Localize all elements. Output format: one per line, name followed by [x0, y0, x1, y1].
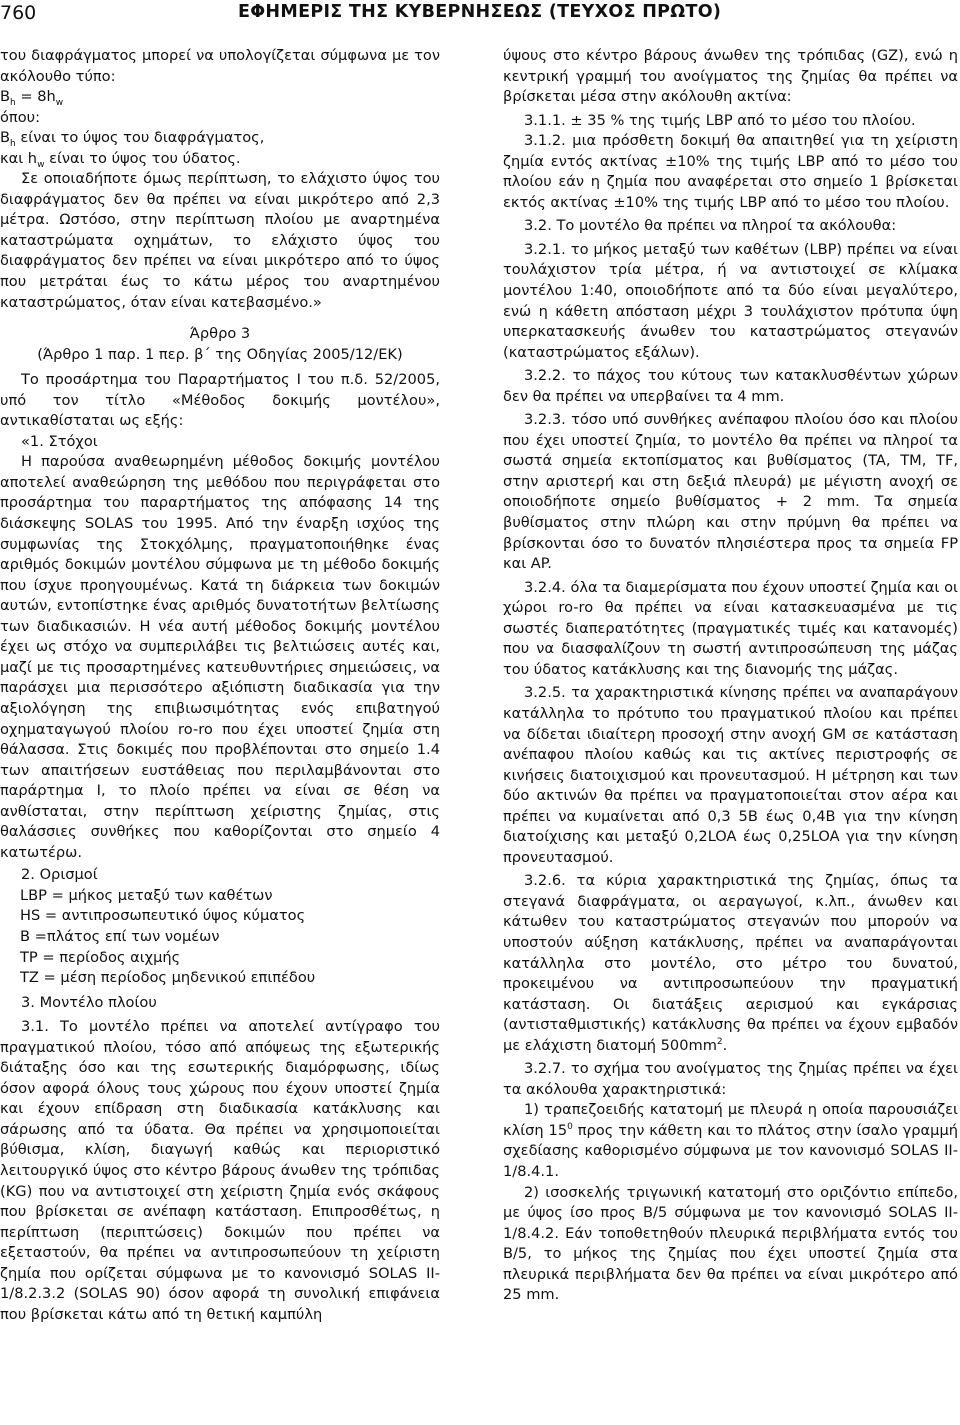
paragraph: ύψους στο κέντρο βάρους άνωθεν της τρόπιδας (GZ), ενώ η κεντρική γραμμή του ανοίγματος της ζημίας θα πρέπει να βρίσκεται μέσα στην ακόλουθη ακτίνα: — [503, 47, 958, 106]
paragraph: 3.1. Το μοντέλο πρέπει να αποτελεί αντίγραφο του πραγματικού πλοίου, τόσο από απόψεως της εξωτερικής διάταξης όσο και της εσωτερικής διαμόρφωσης, ιδίως όσον αφορά όλους τους χώρους που έχουν υποστεί ζημία και έχουν επίδραση στη διαδικασία κατάκλυσης και σάρωσης από τα ύδατα. Θα πρέπει να χρησιμοποιείται βύθισμα, κλίση, διαγωγή καθώς και περιοριστικό λειτουργικό ύψος στο κέντρο βάρους άνωθεν της τρόπιδας (KG) που να αντιστοιχεί στη χείριστη ζημία ενός σκάφους που βρίσκεται σε ανέπαφη κατάσταση. Επιπροσθέτως, η περίπτωση (περιπτώσεις) δοκιμών που πρέπει να εξεταστούν, θα πρέπει να αντιπροσωπεύουν τη χείριστη ζημία που ορίζεται σύμφωνα με το κανονισμό SOLAS II-1/8.2.3.2 (SOLAS 90) όσον αφορά τη συνολική επιφάνεια που βρίσκεται κάτω από τη θετική καμπύλη — [0, 1018, 440, 1323]
paragraph: Σε οποιαδήποτε όμως περίπτωση, το ελάχιστο ύψος του διαφράγματος δεν θα πρέπει να είναι μικρότερο από 2,3 μέτρα. Ωστόσο, στην περίπτωση πλοίου με αναρτημένα καταστρώματα οχημάτων, το ελάχιστο ύψος του διαφράγματος δεν πρέπει να είναι μικρότερο από το ύψος που μετράται έως το κάτω μέρος του αναρτημένου καταστρώματος, όταν είναι κατεβασμένο.» — [0, 170, 440, 311]
page-number: 760 — [0, 2, 37, 24]
paragraph: του διαφράγματος μπορεί να υπολογίζεται σύμφωνα με τον ακόλουθο τύπο: — [0, 47, 440, 85]
paragraph: 3.2.1. το μήκος μεταξύ των καθέτων (LBP) πρέπει να είναι τουλάχιστον τρία μέτρα, ή να αντιστοιχεί σε κλίμακα μοντέλου 1:40, οποιοδήποτε από τα δύο είναι μεγαλύτερο, ενώ η κάθετη απόσταση μέχρι 3 τουλάχιστον πρότυπα ύψη υπερκατασκευής άνωθεν του καταστρώματος στεγανών (καταστρώματος εξάλων). — [503, 240, 958, 361]
right-column — [503, 46, 958, 1306]
paragraph: 3.2.5. τα χαρακτηριστικά κίνησης πρέπει να αναπαράγουν κατάλληλα το πρότυπο του πραγματικού πλοίου και πρέπει να δίδεται ιδιαίτερη προσοχή στην ανοχή GM σε κατάσταση ανέπαφου πλοίου καθώς και τις ακτίνες περιστροφής σε κινήσεις διατοιχισμού και προνευτασμού. Η μέτρηση και των δύο ακτινών θα πρέπει να πραγματοποιείται στον αέρα και πρέπει να κυμαίνεται από 0,3 5B έως 0,4B για την κίνηση διατοίχισης και μεταξύ 0,2LOA έως 0,25LOA για την κίνηση προνευτασμού. — [503, 684, 958, 866]
paragraph: 3.2.6. τα κύρια χαρακτηριστικά της ζημίας, όπως τα στεγανά διαφράγματα, οι αεραγωγοί, κ.λπ., άνωθεν και κάτωθεν του καταστρώματος στεγανών που μπορούν να υποστούν αύξηση κατάκλυσης, πρέπει να αναπαράγονται κατάλληλα στο μοντέλο, στο μέτρο του δυνατού, προκειμένου να αντιπροσωπεύουν την πραγματική κατάσταση. Οι διατάξεις αερισμού και εγκάρσιας (αντισταθμιστικής) κατάκλυσης θα πρέπει να έχουν εμβαδόν με ελάχιστη διατομή $500mm^2$. — [503, 872, 958, 1054]
paragraph: 2) ισοσκελής τριγωνική κατατομή στο οριζόντιο επίπεδο, με ύψος ίσο προς B/5 σύμφωνα με τον κανονισμό SOLAS II-1/8.4.2. Εάν τοποθετηθούν πλευρικά περιβλήματα εντός του B/5, το μήκος της ζημίας που έχει υποστεί ζημία στα πλευρικά περιβλήματα δεν θα πρέπει να είναι μικρότερο από 25 mm. — [503, 1183, 958, 1304]
definition: B =πλάτος επί των νομέων — [20, 927, 220, 945]
paragraph: 3.2. Το μοντέλο θα πρέπει να πληροί τα ακόλουθα: — [524, 217, 897, 235]
page-header — [0, 0, 960, 40]
paragraph: Η παρούσα αναθεωρημένη μέθοδος δοκιμής μοντέλου αποτελεί αναθεώρηση της μεθόδου που περιγράφεται στο προσάρτημα του παραρτήματος της απόφασης 14 της διάσκεψης SOLAS του 1995. Από την έναρξη ισχύος της συμφωνίας της Στοκχόλμης, πραγματοποιήθηκε ένας αριθμός δοκιμών μοντέλου σύμφωνα με τη μέθοδο δοκιμής που ίσχυε προηγουμένως. Κατά τη διάρκεια των δοκιμών αυτών, εντοπίστηκε ένας αριθμός δυνατοτήτων βελτίωσης των διαδικασιών. Η νέα αυτή μέθοδος δοκιμής μοντέλου έχει ως στόχο να συμπεριλάβει τις βελτιώσεις αυτές και, μαζί με τις προσαρτημένες κατευθυντήριες σημειώσεις, να παράσχει μια περισσότερο αξιόπιστη διαδικασία για την αξιολόγηση της επιβιωσιμότητας ενός επιβατηγού οχηματαγωγού πλοίου ro-ro που έχει υποστεί ζημία στη θάλασσα. Στις δοκιμές που προβλέπονται στο σημείο 1.4 των απαιτήσεων ευστάθειας που περιλαμβάνονται στο παράρτημα I, το πλοίο πρέπει να είναι σε θέση να ανθίσταται, στην περίπτωση χείριστης ζημίας, στις θαλάσσιες συνθήκες που καθορίζονται στο σημείο 4 κατωτέρω. — [0, 453, 440, 861]
paragraph: 3.2.3. τόσο υπό συνθήκες ανέπαφου πλοίου όσο και πλοίου που έχει υποστεί ζημία, το μοντέλο θα πρέπει να πληροί τα σωστά σημεία εκτοπίσματος και βυθίσματος (TA, TM, TF, στην αριστερή και στη δεξιά πλευρά) με μέγιστη ανοχή σε οποιοδήποτε σημείο βυθίσματος + 2 mm. Τα σημεία βυθίσματος στην πλώρη και στην πρύμνη θα πρέπει να βρίσκονται όσο το δυνατόν πλησιέστερα προς τα σημεία FP και AP. — [503, 411, 958, 573]
definition: TZ = μέση περίοδος μηδενικού επιπέδου — [20, 969, 316, 987]
paragraph: Το προσάρτημα του Παραρτήματος I του π.δ. 52/2005, υπό τον τίτλο «Μέθοδος δοκιμής μοντέλου», αντικαθίσταται ως εξής: — [0, 371, 440, 430]
left-column — [0, 46, 440, 1325]
section-heading: 2. Ορισμοί — [21, 866, 98, 884]
paragraph: 3.1.2. μια πρόσθετη δοκιμή θα απαιτηθεί για τη χείριστη ζημία εντός ακτίνας ±10% της τιμής LBP από το μέσο του πλοίου εάν η ζημία που αναφέρεται στο σημείο 1 βρίσκεται εκτός ακτίνας ±10% της τιμής LBP από το μέσο του πλοίου. — [503, 132, 958, 211]
article-subheading: (Άρθρο 1 παρ. 1 περ. β΄ της Οδηγίας 2005/12/ΕΚ) — [37, 345, 403, 363]
definition: και $h_w$ είναι το ύψος του ύδατος. — [0, 149, 241, 170]
paragraph: 3.1.1. ± 35 % της τιμής LBP από το μέσο του πλοίου. — [524, 111, 916, 129]
article-heading: Άρθρο 3 — [189, 325, 251, 343]
paragraph: όπου: — [0, 108, 41, 126]
section-heading: 3. Μοντέλο πλοίου — [21, 993, 157, 1011]
section-heading: «1. Στόχοι — [21, 432, 98, 450]
paragraph: 3.2.7. το σχήμα του ανοίγματος της ζημίας πρέπει να έχει τα ακόλουθα χαρακτηριστικά: — [503, 1060, 958, 1098]
formula: $B_h = 8h_w$ — [0, 88, 64, 108]
definition: $B_h$ είναι το ύψος του διαφράγματος, — [0, 129, 265, 150]
definition: HS = αντιπροσωπευτικό ύψος κύματος — [20, 907, 306, 925]
definition: TP = περίοδος αιχμής — [20, 948, 181, 966]
paragraph: 3.2.2. το πάχος του κύτους των κατακλυσθέντων χώρων δεν θα πρέπει να υπερβαίνει τα 4 mm. — [503, 367, 958, 405]
gazette-title: ΕΦΗΜΕΡΙΣ ΤΗΣ ΚΥΒΕΡΝΗΣΕΩΣ (ΤΕΥΧΟΣ ΠΡΩΤΟ) — [238, 2, 722, 22]
paragraph: 3.2.4. όλα τα διαμερίσματα που έχουν υποστεί ζημία και οι χώροι ro-ro θα πρέπει να είναι κατασκευασμένα με τις σωστές διαπερατότητες (πραγματικές τιμές και κατανομές) που να διασφαλίζουν τη σωστή αντιπροσώπευση της μάζας του ύδατος κατάκλυσης και της διανομής της μάζας. — [503, 578, 958, 678]
paragraph: 1) τραπεζοειδής κατατομή με πλευρά η οποία παρουσιάζει κλίση $15^0$ προς την κάθετη και το πλάτος στην ίσαλο γραμμή σχεδίασης καθορισμένο σύμφωνα με τον κανονισμό SOLAS II-1/8.4.1. — [503, 1101, 958, 1180]
definition: LBP = μήκος μεταξύ των καθέτων — [20, 886, 273, 904]
